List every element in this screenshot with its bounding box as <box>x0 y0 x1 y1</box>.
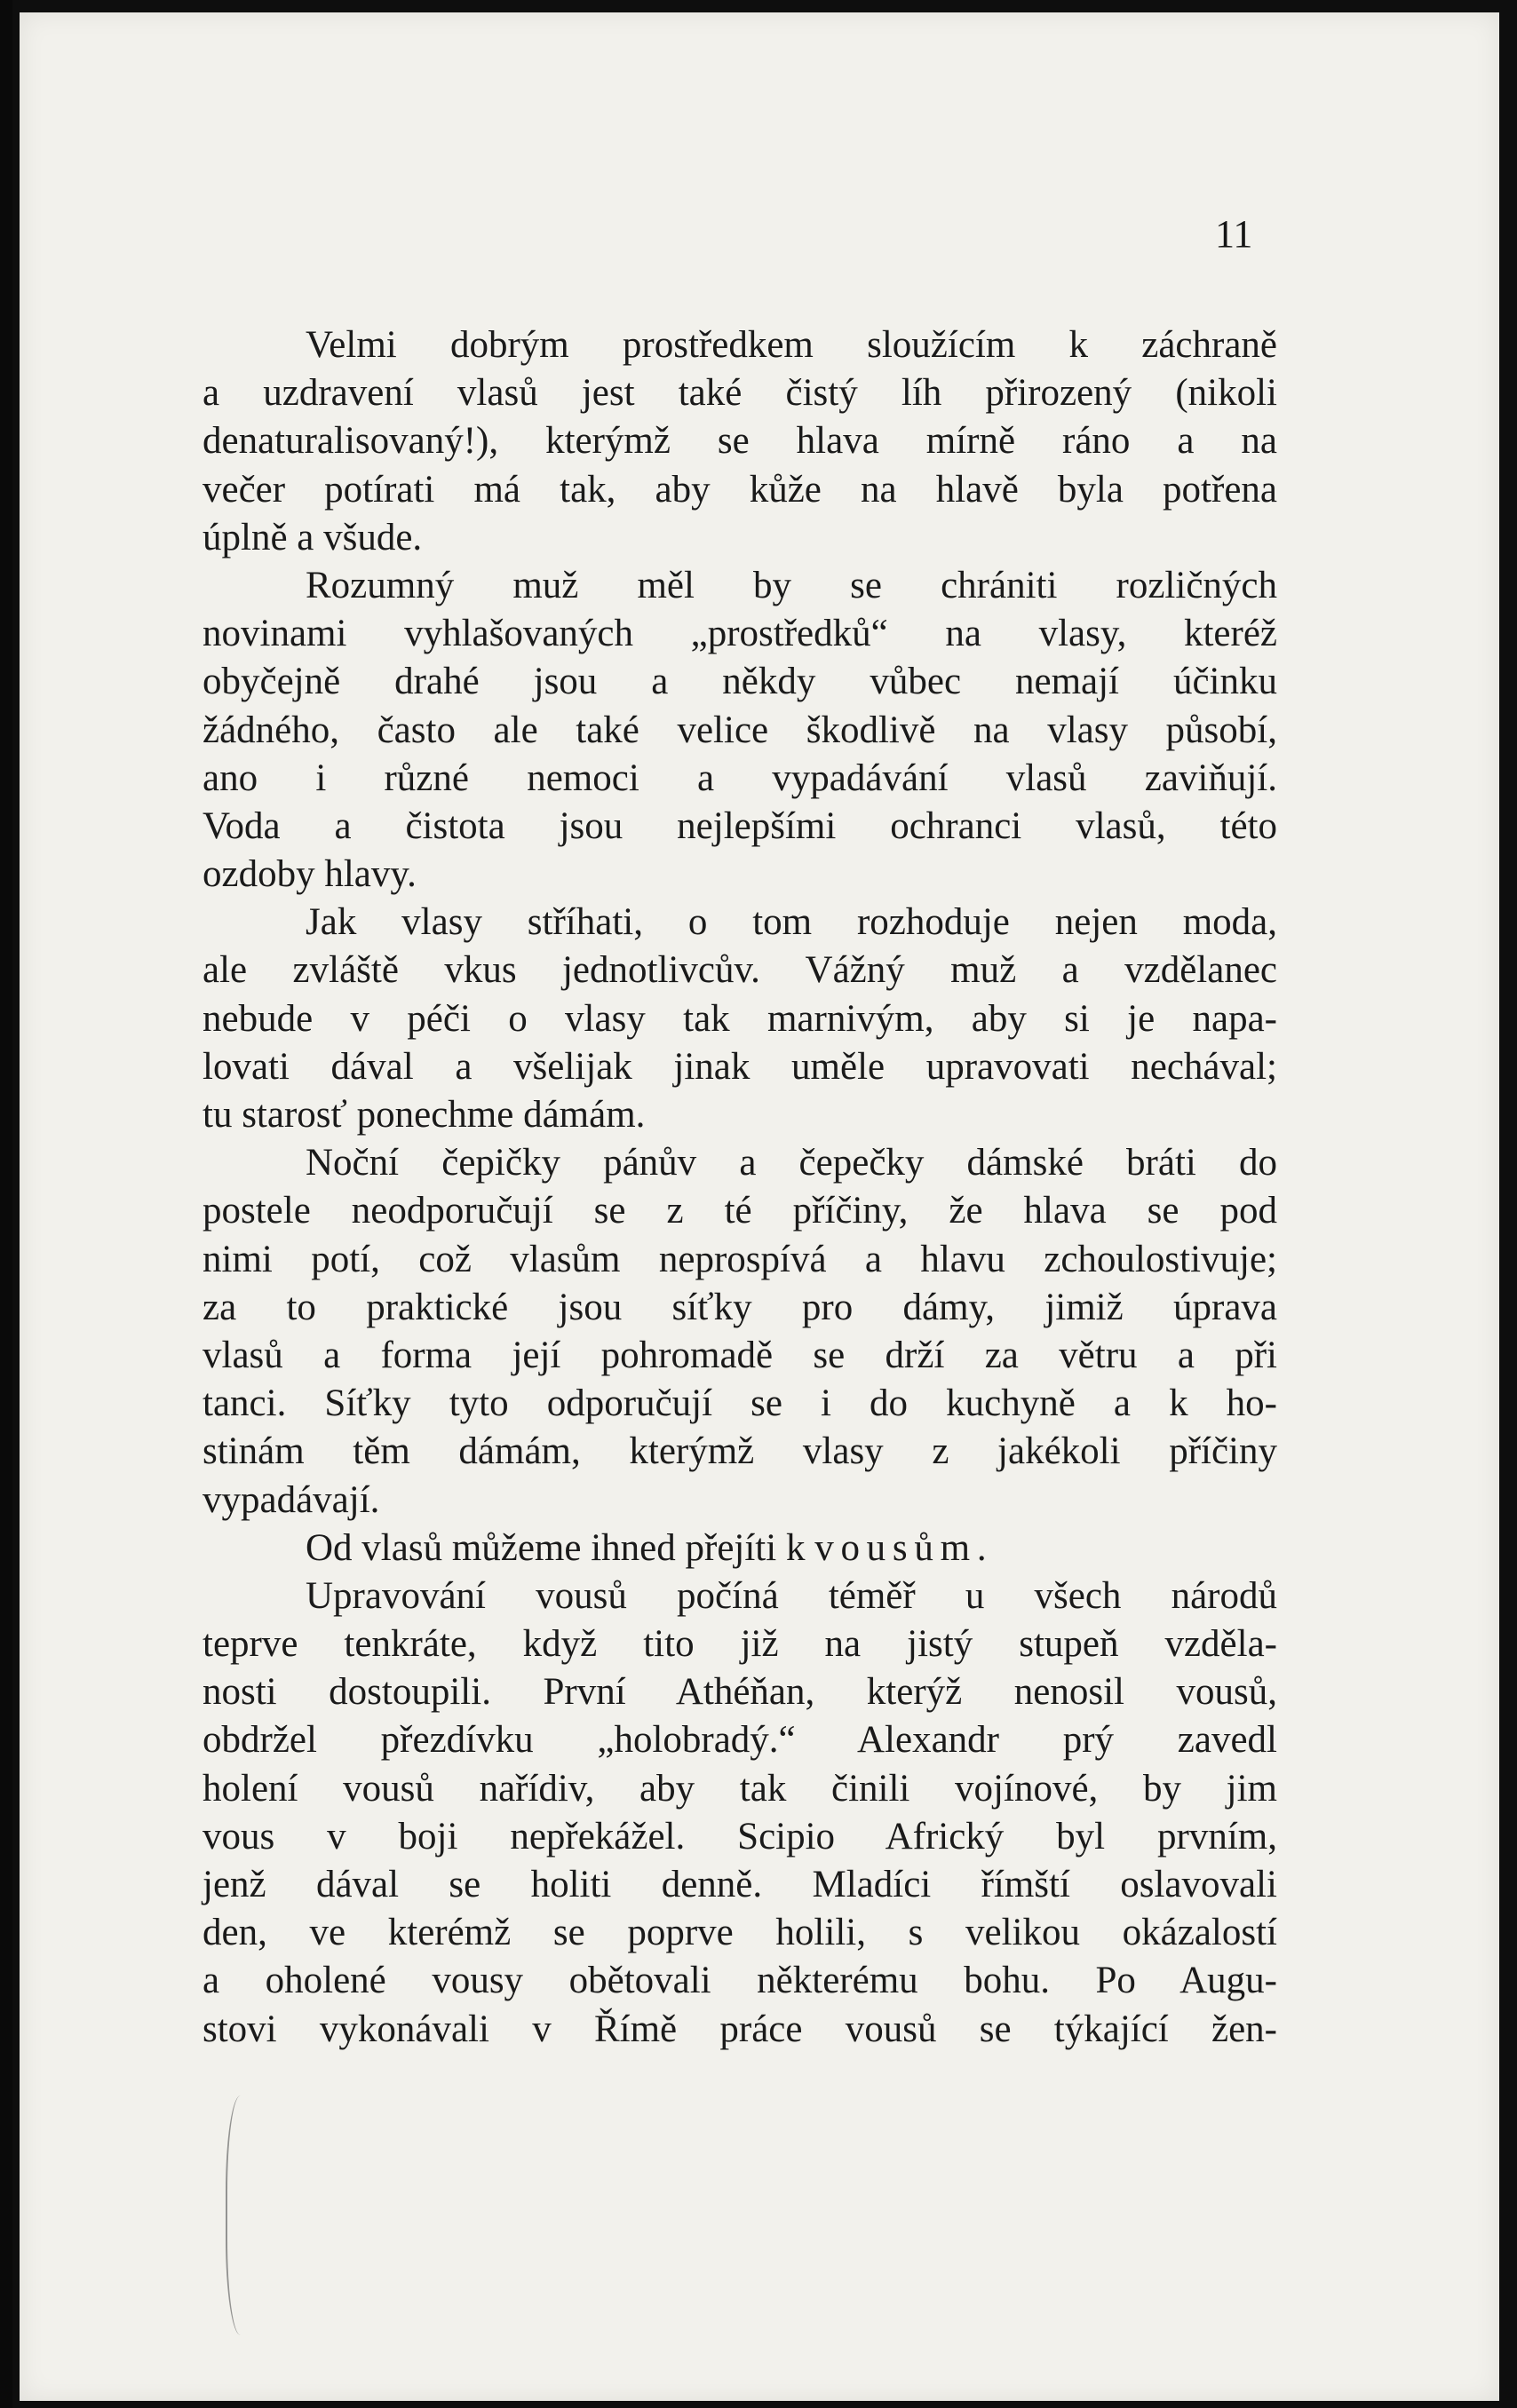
body-text <box>203 321 1277 2054</box>
text-line: a oholené vousy obětovali některému bohu. Po Augu- <box>203 1960 1277 2002</box>
text-line: obdržel přezdívku „holobradý.“ Alexandr prý zavedl <box>203 1719 1277 1762</box>
text-line: večer potírati má tak, aby kůže na hlavě byla potřena <box>203 468 1277 511</box>
text-line: obyčejně drahé jsou a někdy vůbec nemají účinku <box>203 661 1277 703</box>
text-line: Jak vlasy stříhati, o tom rozhoduje nejen moda, <box>306 901 1277 944</box>
text-line: vypadávají. <box>203 1478 380 1521</box>
text-line: tanci. Síťky tyto odporučují se i do kuchyně a k ho- <box>203 1382 1277 1425</box>
text-line: Voda a čistota jsou nejlepšími ochranci vlasů, této <box>203 804 1277 847</box>
text-line: za to praktické jsou síťky pro dámy, jimiž úprava <box>203 1286 1277 1328</box>
page-scratch-mark <box>226 2095 263 2335</box>
text-line: denaturalisovaný!), kterýmž se hlava mírně ráno a na <box>203 420 1277 463</box>
page-number: 11 <box>1215 212 1253 256</box>
text-line: den, ve kterémž se poprve holili, s velikou okázalostí <box>203 1912 1277 1954</box>
text-line: žádného, často ale také velice škodlivě na vlasy působí, <box>203 709 1277 751</box>
text-line: a uzdravení vlasů jest také čistý líh přirozený (nikoli <box>203 372 1277 415</box>
text-line: úplně a všude. <box>203 516 423 558</box>
text-line: tu starosť ponechme dámám. <box>203 1094 646 1136</box>
text-line: vous v boji nepřekážel. Scipio Africký byl prvním, <box>203 1815 1277 1857</box>
text-line: stovi vykonávali v Římě práce vousů se týkající žen- <box>203 2008 1277 2050</box>
text-line <box>203 1525 1277 1572</box>
text-line: ale zvláště vkus jednotlivcův. Vážný muž a vzdělanec <box>203 949 1277 992</box>
text-line: nosti dostoupili. První Athéňan, kterýž nenosil vousů, <box>203 1671 1277 1714</box>
text-line-lead: Od vlasů můžeme ihned přejíti k <box>306 1526 806 1569</box>
text-line: Velmi dobrým prostředkem sloužícím k záchraně <box>306 324 1277 366</box>
text-line: ozdoby hlavy. <box>203 853 417 896</box>
text-line: teprve tenkráte, když tito již na jistý stupeň vzděla- <box>203 1623 1277 1666</box>
text-line: postele neodporučují se z té příčiny, že hlava se pod <box>203 1190 1277 1232</box>
book-spine-edge <box>0 0 12 2408</box>
text-line: nimi potí, což vlasům neprospívá a hlavu zchoulostivuje; <box>203 1238 1277 1280</box>
text-line: ano i různé nemoci a vypadávání vlasů zaviňují. <box>203 756 1277 799</box>
text-line: Upravování vousů počíná téměř u všech národů <box>306 1574 1277 1617</box>
text-line: Noční čepičky pánův a čepečky dámské bráti do <box>306 1142 1277 1184</box>
text-line: novinami vyhlašovaných „prostředků“ na vlasy, kteréž <box>203 613 1277 655</box>
text-line: jenž dával se holiti denně. Mladíci římští oslavovali <box>203 1864 1277 1905</box>
spaced-emphasis-word: vousům. <box>814 1526 994 1569</box>
text-line: stinám těm dámám, kterýmž vlasy z jakékoli příčiny <box>203 1430 1277 1473</box>
text-line: nebude v péči o vlasy tak marnivým, aby si je napa- <box>203 997 1277 1040</box>
text-line: holení vousů nařídiv, aby tak činili vojínové, by jim <box>203 1767 1277 1810</box>
text-line: lovati dával a všelijak jinak uměle upravovati nechával; <box>203 1045 1277 1088</box>
text-line: Rozumný muž měl by se chrániti rozličných <box>306 564 1277 606</box>
text-line: vlasů a forma její pohromadě se drží za větru a při <box>203 1334 1277 1376</box>
